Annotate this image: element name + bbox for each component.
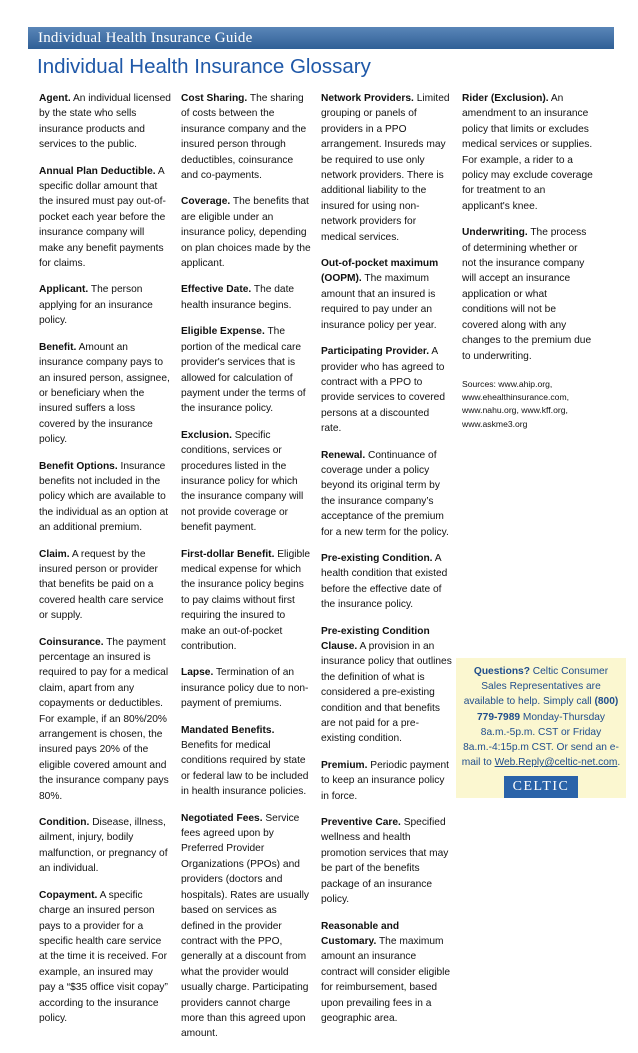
sources-note: Sources: www.ahip.org, www.ehealthinsurance.com, www.nahu.org, www.kff.org, www.askme3.org bbox=[462, 378, 569, 429]
glossary-term: Coinsurance. bbox=[39, 636, 104, 648]
glossary-term: First-dollar Benefit. bbox=[181, 548, 275, 560]
glossary-definition: The portion of the medical care provider's services that is allowed for calculation of payment under the terms of the insurance policy. bbox=[181, 326, 306, 415]
glossary-term: Pre-existing Condition Clause. bbox=[321, 625, 430, 652]
glossary-entry bbox=[181, 428, 312, 536]
glossary-definition: A health condition that existed before the effective date of the insurance policy. bbox=[321, 552, 448, 611]
glossary-term: Mandated Benefits. bbox=[181, 724, 275, 736]
glossary-term: Applicant. bbox=[39, 284, 89, 296]
glossary-entry bbox=[321, 624, 452, 747]
glossary-definition: The date health insurance begins. bbox=[181, 284, 295, 311]
glossary-entry bbox=[321, 344, 452, 436]
glossary-term: Eligible Expense. bbox=[181, 326, 265, 338]
glossary-term: Lapse. bbox=[181, 667, 214, 679]
glossary-term: Participating Provider. bbox=[321, 346, 430, 358]
glossary-entry bbox=[181, 282, 312, 313]
glossary-term: Benefit Options. bbox=[39, 460, 118, 472]
glossary-term: Reasonable and Customary. bbox=[321, 920, 400, 947]
celtic-logo: CELTIC bbox=[504, 776, 578, 798]
glossary-definition: The person applying for an insurance policy. bbox=[39, 284, 153, 327]
glossary-term: Exclusion. bbox=[181, 429, 232, 441]
glossary-term: Preventive Care. bbox=[321, 817, 401, 829]
glossary-definition: Disease, illness, ailment, injury, bodily malfunction, or pregnancy of an individual. bbox=[39, 817, 168, 875]
glossary-entry bbox=[321, 919, 452, 1027]
glossary-term: Benefit. bbox=[39, 341, 77, 353]
glossary-term: Cost Sharing. bbox=[181, 93, 248, 104]
glossary-entry bbox=[39, 459, 171, 536]
glossary-definition: Limited grouping or panels of providers in a PPO arrangement. Insureds may be required to use only network providers. There is additional liability to the insured for using non-network providers for medical services. bbox=[321, 93, 450, 243]
glossary-column-2 bbox=[181, 91, 312, 1053]
glossary-definition: A provider who has agreed to contract with a PPO to provide services to covered persons at a discounted rate. bbox=[321, 346, 446, 435]
glossary-definition: Continuance of coverage under a policy beyond its original term by the insurance company’s acceptance of the premium for a new term for the policy. bbox=[321, 449, 449, 538]
glossary-entry bbox=[39, 888, 171, 1027]
glossary-entry bbox=[39, 91, 171, 153]
glossary-definition: The benefits that are eligible under an insurance policy, depending on plan choices made by the applicant. bbox=[181, 196, 311, 270]
glossary-entry bbox=[181, 91, 312, 183]
glossary-definition: The payment percentage an insured is required to pay for a medical claim, apart from any copayments or deductibles. For example, if an 80%/20% arrangement is chosen, the insured pays 20% of the eligible covered amount and the insurance company pays 80%. bbox=[39, 636, 169, 802]
glossary-term: Network Providers. bbox=[321, 93, 414, 104]
page-title: Individual Health Insurance Glossary bbox=[37, 55, 371, 78]
glossary-definition: An individual licensed by the state who sells insurance products and services to the public. bbox=[39, 93, 171, 151]
glossary-term: Copayment. bbox=[39, 889, 98, 901]
phone-number[interactable]: (800) 779-7989 bbox=[477, 696, 619, 723]
glossary-term: Claim. bbox=[39, 548, 70, 560]
glossary-definition: The sharing of costs between the insurance company and the insured person through deductibles, coinsurance and co-payments. bbox=[181, 93, 307, 182]
glossary-entry bbox=[181, 324, 312, 416]
glossary-column-3 bbox=[321, 91, 452, 1037]
glossary-entry bbox=[181, 811, 312, 1042]
glossary-term: Coverage. bbox=[181, 196, 231, 208]
glossary-term: Out-of-pocket maximum (OOPM). bbox=[321, 258, 439, 285]
glossary-term: Premium. bbox=[321, 759, 368, 771]
glossary-definition: The process of determining whether or not the insurance company will accept an insurance application or what conditions will not be covered along with any changes to the premium due to underwriting. bbox=[462, 227, 592, 362]
glossary-definition: A request by the insured person or provider that benefits be paid on a covered health care service or supply. bbox=[39, 548, 164, 622]
glossary-entry bbox=[321, 815, 452, 907]
glossary-term: Renewal. bbox=[321, 449, 366, 461]
glossary-entry bbox=[321, 448, 452, 540]
glossary-definition: An amendment to an insurance policy that limits or excludes medical services or supplies. For example, a rider to a policy may exclude coverage for treatment to an applicant's knee. bbox=[462, 93, 593, 212]
glossary-column-4 bbox=[462, 91, 594, 431]
glossary-definition: Termination of an insurance policy due to non-payment of premiums. bbox=[181, 667, 309, 710]
glossary-definition: Periodic payment to keep an insurance policy in force. bbox=[321, 759, 449, 802]
glossary-term: Underwriting. bbox=[462, 227, 528, 239]
glossary-term: Annual Plan Deductible. bbox=[39, 165, 156, 177]
glossary-entry bbox=[462, 225, 594, 364]
glossary-entry bbox=[39, 815, 171, 877]
glossary-entry bbox=[321, 758, 452, 804]
glossary-entry bbox=[321, 91, 452, 245]
callout-end: . bbox=[617, 757, 621, 769]
glossary-term: Agent. bbox=[39, 93, 71, 104]
glossary-term: Effective Date. bbox=[181, 284, 252, 296]
glossary-column-1 bbox=[39, 91, 171, 1037]
glossary-entry bbox=[462, 91, 594, 214]
callout-hours: Monday-Thursday 8a.m.-5p.m. CST or Friday 8a.m.-4:15p.m CST. Or send an e-mail to bbox=[461, 711, 619, 769]
glossary-term: Negotiated Fees. bbox=[181, 812, 263, 824]
glossary-entry bbox=[39, 635, 171, 804]
glossary-entry bbox=[181, 665, 312, 711]
glossary-entry bbox=[39, 282, 171, 328]
glossary-definition: Service fees agreed upon by Preferred Provider Organizations (PPOs) and providers (doctors and hospitals). Rates are usually based on services as defined in the provider contract with the PPO, generally at a discount from what the provider would usually charge. Participating providers cannot charge more than this agreed upon amount. bbox=[181, 812, 309, 1040]
glossary-entry bbox=[39, 164, 171, 272]
glossary-entry bbox=[321, 256, 452, 333]
glossary-entry bbox=[181, 547, 312, 655]
callout-text: Celtic Consumer Sales Representatives are available to help. Simply call bbox=[463, 666, 609, 708]
glossary-definition: Specified wellness and health promotion services that may be part of the benefits package of an insurance policy. bbox=[321, 817, 449, 906]
glossary-entry bbox=[181, 723, 312, 800]
glossary-definition: Benefits for medical conditions required by state or federal law to be included in health insurance policies. bbox=[181, 740, 309, 798]
glossary-definition: Specific conditions, services or procedures listed in the insurance policy for which the insurance company will not provide coverage or benefit payment. bbox=[181, 429, 304, 534]
glossary-term: Pre-existing Condition. bbox=[321, 552, 433, 564]
glossary-definition: The maximum amount that an insured is required to pay under an insurance policy per year. bbox=[321, 273, 437, 331]
glossary-definition: Eligible medical expense for which the insurance policy begins to pay claims without first requiring the insured to make an out-of-pocket contribution. bbox=[181, 548, 311, 652]
glossary-entry bbox=[39, 547, 171, 624]
glossary-definition: The maximum amount an insurance contract will consider eligible for reimbursement, based upon prevailing fees in a geographic area. bbox=[321, 935, 451, 1024]
glossary-definition: Amount an insurance company pays to an insured person, assignee, or beneficiary when the insured suffers a loss covered by the insurance policy. bbox=[39, 341, 170, 446]
glossary-entry bbox=[181, 194, 312, 271]
glossary-definition: Insurance benefits not included in the policy which are available to the individual as an option at an additional premium. bbox=[39, 460, 169, 534]
glossary-definition: A specific charge an insured person pays to a provider for a specific health care service at the time it is received. For example, an insured may pay a “$35 office visit copay” according to the insurance policy. bbox=[39, 889, 168, 1024]
email-link[interactable]: Web.Reply@celtic-net.com bbox=[494, 757, 618, 769]
glossary-term: Rider (Exclusion). bbox=[462, 93, 549, 104]
glossary-term: Condition. bbox=[39, 817, 90, 829]
questions-callout bbox=[456, 658, 626, 798]
glossary-definition: A specific dollar amount that the insured must pay out-of-pocket each year before the insurance company will make any benefit payments for claims. bbox=[39, 165, 166, 270]
glossary-entry bbox=[39, 340, 171, 448]
callout-lead: Questions? bbox=[473, 666, 530, 677]
glossary-entry bbox=[321, 551, 452, 613]
guide-banner: Individual Health Insurance Guide bbox=[28, 27, 614, 49]
glossary-definition: A provision in an insurance policy that outlines the definition of what is considered a pre-existing condition and that benefits are not paid for a pre-existing condition. bbox=[321, 641, 452, 745]
